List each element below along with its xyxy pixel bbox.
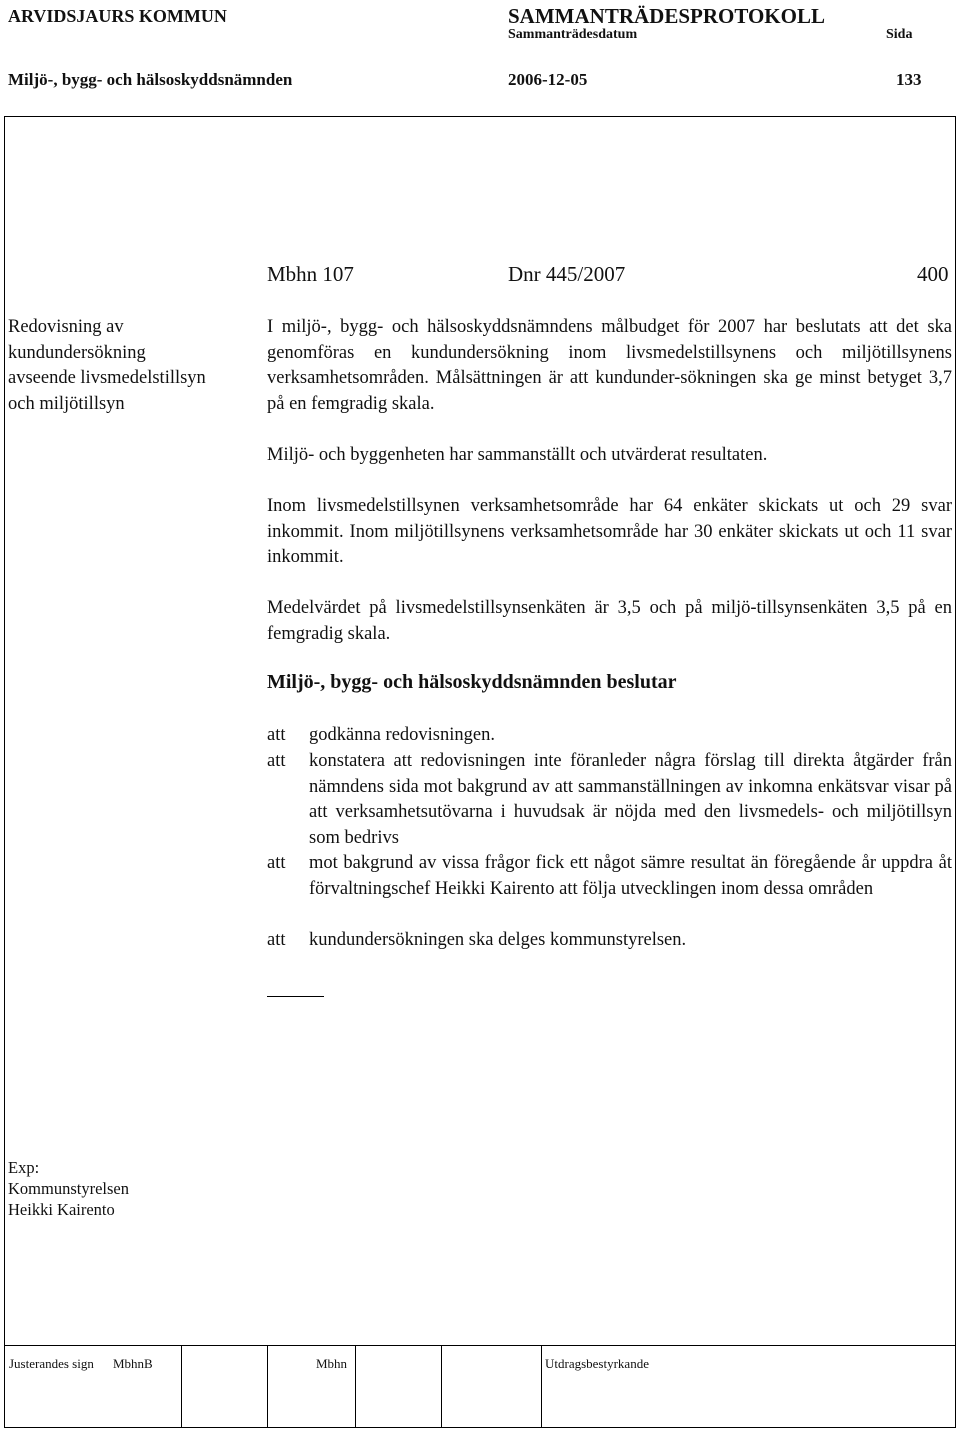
side-heading-line: Redovisning av xyxy=(8,317,124,337)
att-word: att xyxy=(267,853,286,873)
sign-label: Justerandes sign xyxy=(9,1356,94,1371)
sign-initials-1: MbhnB xyxy=(113,1356,153,1371)
decision-item xyxy=(267,851,952,902)
certificate-label: Utdragsbestyrkande xyxy=(545,1356,649,1371)
decision-heading: Miljö-, bygg- och hälsoskyddsnämnden beslutar xyxy=(267,671,677,693)
organization-name: ARVIDSJAURS KOMMUN xyxy=(8,6,227,26)
case-paragraph: Mbhn 107 xyxy=(267,262,354,286)
diary-number: Dnr 445/2007 xyxy=(508,262,626,286)
paragraph-average: Medelvärdet på livsmedelstillsynsenkäten är 3,5 och på miljö-tillsynsenkäten 3,5 på en femgradig skala. xyxy=(267,598,952,644)
meeting-date-label: Sammanträdesdatum xyxy=(508,27,638,42)
paragraph-background: I miljö-, bygg- och hälsoskyddsnämndens målbudget för 2007 har beslutats att det ska genomföras en kundundersökning inom livsmedelstillsynens och miljötillsynens verksamhetsområden. Målsättningen är att kundunder-sökningen ska ge minst betyget 3,7 på en femgradig skala. xyxy=(267,317,952,414)
decision-item-text: kundundersökningen ska delges kommunstyrelsen. xyxy=(309,930,687,950)
decision-item xyxy=(267,723,952,749)
att-word: att xyxy=(267,751,286,771)
expedition-recipient: Kommunstyrelsen xyxy=(8,1179,129,1198)
paragraph-responses: Inom livsmedelstillsynen verksamhetsområde har 64 enkäter skickats ut och 29 svar inkommit. Inom miljötillsynens verksamhetsområde har 30 enkäter skickats ut och 11 svar inkommit. xyxy=(267,496,952,567)
grid-divider xyxy=(441,1346,442,1427)
grid-divider xyxy=(181,1346,182,1427)
paragraph-compiled: Miljö- och byggenheten har sammanställt och utvärderat resultaten. xyxy=(267,445,768,465)
sign-initials-2: Mbhn xyxy=(316,1356,348,1371)
board-name: Miljö-, bygg- och hälsoskyddsnämnden xyxy=(8,70,293,89)
expedition-recipient: Heikki Kairento xyxy=(8,1200,115,1219)
decision-item-text: godkänna redovisningen. xyxy=(309,725,495,745)
grid-divider xyxy=(267,1346,268,1427)
document-title: SAMMANTRÄDESPROTOKOLL xyxy=(508,4,825,28)
page-number: 133 xyxy=(896,70,922,89)
side-heading xyxy=(8,315,206,417)
att-word: att xyxy=(267,725,286,745)
meeting-date: 2006-12-05 xyxy=(508,70,588,89)
section-end-rule xyxy=(267,996,324,997)
decision-item xyxy=(267,749,952,851)
side-heading-line: avseende livsmedelstillsyn xyxy=(8,368,206,388)
side-heading-line: och miljötillsyn xyxy=(8,393,125,414)
case-code: 400 xyxy=(917,262,949,286)
att-word: att xyxy=(267,930,286,950)
decision-item xyxy=(267,928,952,954)
decision-item-text: konstatera att redovisningen inte föranleder några förslag till direkta åtgärder från nämndens sida mot bakgrund av att sammanställningen av inkomna enkätsvar visar på att verksamhetsutövarna i huvudsak är nöjda med den livsmedels- och miljötillsyn som bedrivs xyxy=(309,751,952,848)
side-heading-line: kundundersökning xyxy=(8,342,146,363)
grid-divider xyxy=(355,1346,356,1427)
decision-item-text: mot bakgrund av vissa frågor fick ett något sämre resultat än föregående år uppdra åt förvaltningschef Heikki Kairento att följa utvecklingen inom dessa områden xyxy=(309,853,952,899)
grid-divider xyxy=(541,1346,542,1427)
page-label: Sida xyxy=(886,27,913,42)
expedition-label: Exp: xyxy=(8,1158,40,1177)
expedition-block xyxy=(8,1157,129,1220)
